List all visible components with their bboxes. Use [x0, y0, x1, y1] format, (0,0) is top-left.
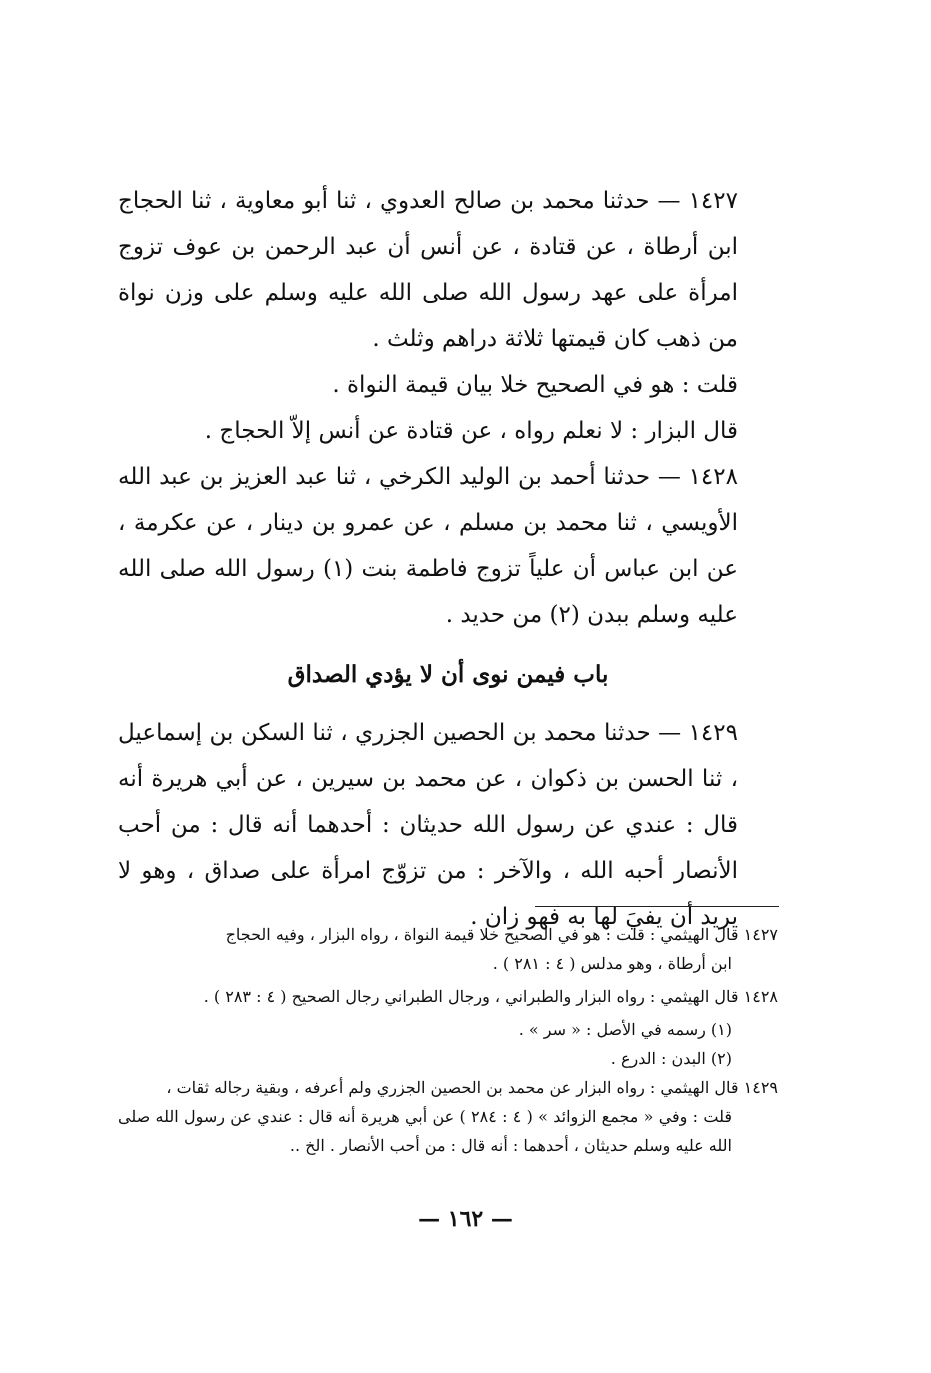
footnote-1428: ١٤٢٨ قال الهيثمي : رواه البزار والطبراني ، ورجال الطبراني رجال الصحيح ( ٤ : ٢٨٣ ) . — [203, 987, 778, 1006]
comment-qult-1427: قلت : هو في الصحيح خلا بيان قيمة النواة . — [332, 372, 738, 398]
footnote-1428-note-2: (٢) البدن : الدرع . — [610, 1049, 732, 1068]
chapter-heading: باب فيمن نوى أن لا يؤدي الصداق — [287, 661, 609, 688]
footnote-1427 — [118, 920, 778, 978]
comment-bazzar-1427: قال البزار : لا نعلم رواه ، عن قتادة عن أنس إلاّ الحجاج . — [204, 418, 738, 444]
footnote-1429-continuation: قلت : وفي « مجمع الزوائد » ( ٤ : ٢٨٤ ) عن أبي هريرة أنه قال : عندي عن رسول الله صلى الله عليه وسلم حديثان ، أحدهما : أنه قال : من أحب الأنصار . الخ .. — [118, 1107, 733, 1155]
footnote-divider — [535, 906, 779, 907]
footnote-1428-note-1: (١) رسمه في الأصل : « سر » . — [518, 1020, 732, 1039]
page-number: — ١٦٢ — — [418, 1206, 513, 1232]
hadith-1429: ١٤٢٩ — حدثنا محمد بن الحصين الجزري ، ثنا السكن بن إسماعيل ، ثنا الحسن بن ذكوان ، عن محمد بن سيرين ، عن أبي هريرة أنه قال : عندي عن رسول الله حديثان : أحدهما أنه قال : من أحب الأنصار أحبه الله ، والآخر : من تزوّج امرأة على صداق ، وهو لا يريد أن يفيَ لها به فهو زان . — [118, 720, 738, 930]
footnote-1429: ١٤٢٩ قال الهيثمي : رواه البزار عن محمد بن الحصين الجزري ولم أعرفه ، وبقية رجاله ثقات ، — [166, 1078, 778, 1097]
hadith-1428: ١٤٢٨ — حدثنا أحمد بن الوليد الكرخي ، ثنا عبد العزيز بن عبد الله الأويسي ، ثنا محمد بن مسلم ، عن عمرو بن دينار ، عن عكرمة ، عن ابن عباس أن علياً تزوج فاطمة بنت (١) رسول الله صلى الله عليه وسلم ببدن (٢) من حديد . — [118, 464, 738, 628]
main-text — [118, 178, 778, 940]
hadith-1427: ١٤٢٧ — حدثنا محمد بن صالح العدوي ، ثنا أبو معاوية ، ثنا الحجاج ابن أرطاة ، عن قتادة ، عن أنس أن عبد الرحمن بن عوف تزوج امرأة على عهد رسول الله صلى الله عليه وسلم على وزن نواة من ذهب كان قيمتها ثلاثة دراهم وثلث . — [118, 188, 738, 352]
footnotes — [118, 920, 778, 1160]
footnote-1427-line-2: ابن أرطاة ، وهو مدلس ( ٤ : ٢٨١ ) . — [492, 954, 732, 973]
footnote-1427-line-1: ١٤٢٧ قال الهيثمي : قلت : هو في الصحيح خلا قيمة النواة ، رواه البزار ، وفيه الحجاج — [225, 925, 778, 944]
